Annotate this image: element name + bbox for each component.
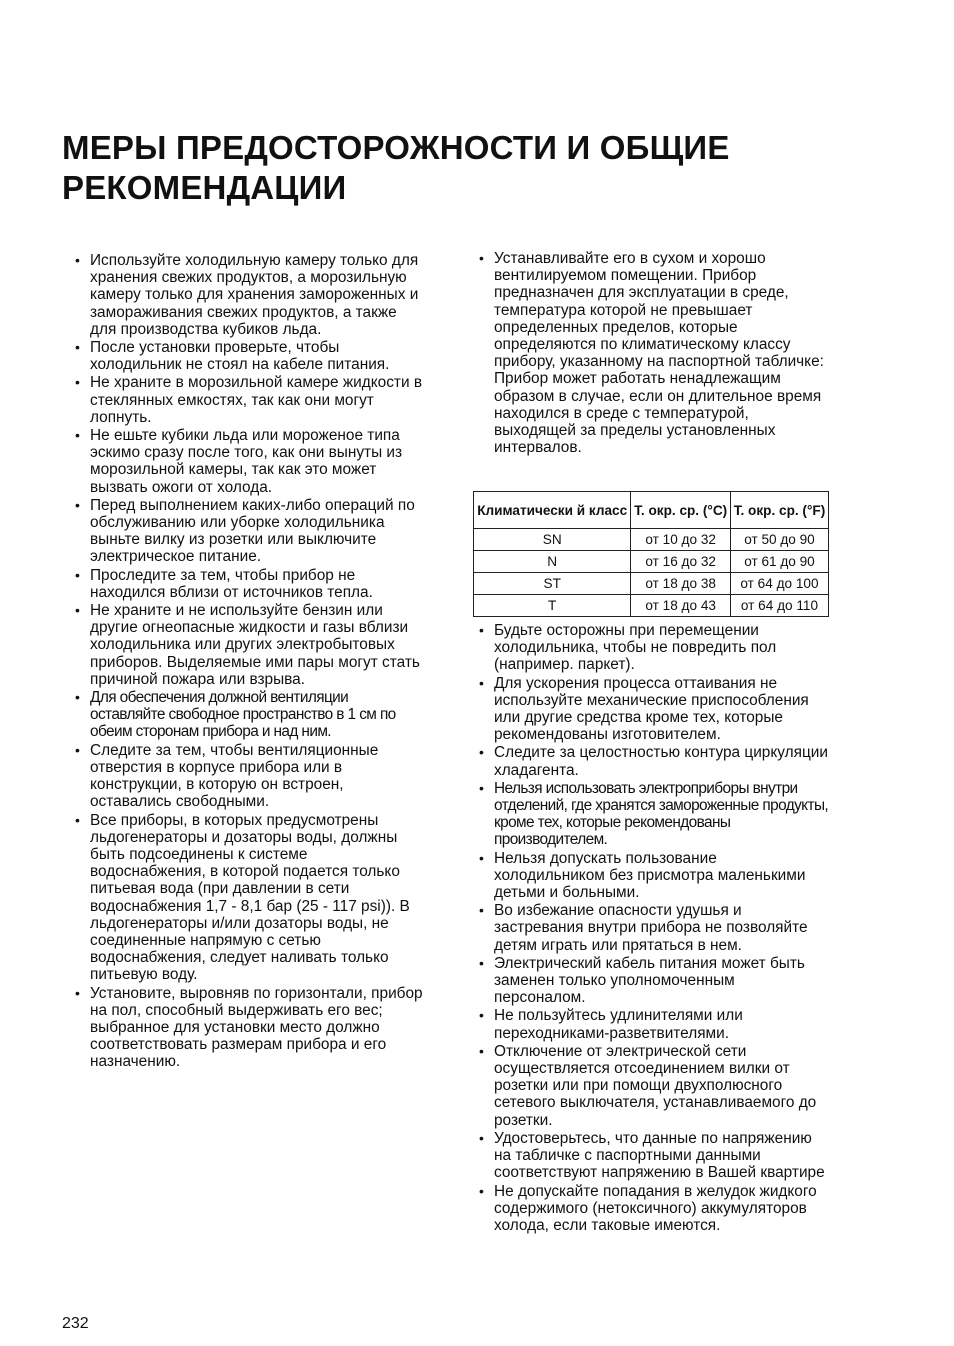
table-row (474, 573, 829, 595)
table-cell: SN (474, 529, 631, 551)
list-item: • Используйте холодильную камеру только для хранения свежих продуктов, а морозильную камеру только для хранения замороженных и замораживания свежих продуктов, а также для производства кубиков льда. (70, 252, 426, 338)
table-cell: от 16 до 32 (631, 551, 731, 573)
column-header: Т. окр. ср. (°C) (631, 492, 731, 529)
table-cell: от 64 до 100 (730, 573, 828, 595)
climate-class-table (473, 491, 829, 617)
list-item: • После установки проверьте, чтобы холодильник не стоял на кабеле питания. (70, 339, 426, 373)
right-top-bullet-list (474, 250, 830, 456)
table-header-row (474, 492, 829, 529)
list-item: • Проследите за тем, чтобы прибор не находился вблизи от источников тепла. (70, 567, 426, 601)
list-item: • Для ускорения процесса оттаивания не используйте механические приспособления или другие средства кроме тех, которые рекомендованы изготовителем. (474, 675, 830, 744)
list-item: • Следите за целостностью контура циркуляции хладагента. (474, 744, 830, 778)
page-number: 232 (62, 1315, 89, 1332)
list-item: • Для обеспечения должной вентиляции оставляйте свободное пространство в 1 см по обеим сторонам прибора и над ним. (70, 689, 426, 741)
list-item: • Следите за тем, чтобы вентиляционные отверстия в корпусе прибора или в конструкции, в которую он встроен, оставались свободными. (70, 742, 426, 811)
list-item: • Не допускайте попадания в желудок жидкого содержимого (нетоксичного) аккумуляторов холода, если таковые имеются. (474, 1183, 830, 1235)
list-item: • Нельзя использовать электроприборы внутри отделений, где хранятся замороженные продукты, кроме тех, которые рекомендованы производителем. (474, 780, 830, 849)
list-item: • Не храните и не используйте бензин или другие огнеопасные жидкости и газы вблизи холодильника или других электробытовых приборов. Выделяемые ими пары могут стать причиной пожара или взрыва. (70, 602, 426, 688)
list-item: • Электрический кабель питания может быть заменен только уполномоченным персоналом. (474, 955, 830, 1007)
list-item: • Не храните в морозильной камере жидкости в стеклянных емкостях, так как они могут лопнуть. (70, 374, 426, 426)
table-cell: ST (474, 573, 631, 595)
table-cell: N (474, 551, 631, 573)
list-item: • Нельзя допускать пользование холодильником без присмотра маленькими детьми и больными. (474, 850, 830, 902)
table-cell: от 64 до 110 (730, 595, 828, 617)
list-item: • Во избежание опасности удушья и застревания внутри прибора не позволяйте детям играть или прятаться в нем. (474, 902, 830, 954)
list-item: • Будьте осторожны при перемещении холодильника, чтобы не повредить пол (например. паркет). (474, 622, 830, 674)
list-item: • Перед выполнением каких-либо операций по обслуживанию или уборке холодильника выньте вилку из розетки или выключите электрическое питание. (70, 497, 426, 566)
table-row (474, 529, 829, 551)
right-column-bottom (474, 622, 830, 1235)
left-column (70, 252, 426, 1072)
list-item: • Все приборы, в которых предусмотрены льдогенераторы и дозаторы воды, должны быть подсоединены к системе водоснабжения, в которой подается только питьевая вода (при давлении в сети водоснабжения 1,7 - 8,1 бар (25 - 117 psi)). В льдогенераторы и/или дозаторы воды, не соединенные напрямую с сетью водоснабжения, следует наливать только питьевую воду. (70, 812, 426, 984)
column-header: Т. окр. ср. (°F) (730, 492, 828, 529)
table-row (474, 595, 829, 617)
table-cell: от 50 до 90 (730, 529, 828, 551)
table-cell: T (474, 595, 631, 617)
right-column-top (474, 250, 830, 457)
table-cell: от 18 до 38 (631, 573, 731, 595)
table-cell: от 10 до 32 (631, 529, 731, 551)
table-cell: от 61 до 90 (730, 551, 828, 573)
list-item: • Не пользуйтесь удлинителями или переходниками-разветвителями. (474, 1007, 830, 1041)
list-item: • Установите, выровняв по горизонтали, прибор на пол, способный выдерживать его вес; выбранное для установки место должно соответствовать размерам прибора и его назначению. (70, 985, 426, 1071)
list-item: • Не ешьте кубики льда или мороженое типа эскимо сразу после того, как они вынуты из морозильной камеры, так как это может вызвать ожоги от холода. (70, 427, 426, 496)
page-title: МЕРЫ ПРЕДОСТОРОЖНОСТИ И ОБЩИЕ РЕКОМЕНДАЦИИ (62, 129, 730, 206)
table-row (474, 551, 829, 573)
list-item: • Устанавливайте его в сухом и хорошо вентилируемом помещении. Прибор предназначен для эксплуатации в среде, температура которой не превышает определенных пределов, которые определяются по климатическому классу прибору, указанному на паспортной табличке: Прибор может работать ненадлежащим образом в случае, если он длительное время находился в среде с температурой, выходящей за пределы установленных интервалов. (474, 250, 830, 456)
right-bullet-list (474, 622, 830, 1234)
column-header: Климатически й класс (474, 492, 631, 529)
list-item: • Отключение от электрической сети осуществляется отсоединением вилки от розетки или при помощи двухполюсного сетевого выключателя, устанавливаемого до розетки. (474, 1043, 830, 1129)
table-cell: от 18 до 43 (631, 595, 731, 617)
list-item: • Удостоверьтесь, что данные по напряжению на табличке с паспортными данными соответствуют напряжению в Вашей квартире (474, 1130, 830, 1182)
left-bullet-list (70, 252, 426, 1071)
